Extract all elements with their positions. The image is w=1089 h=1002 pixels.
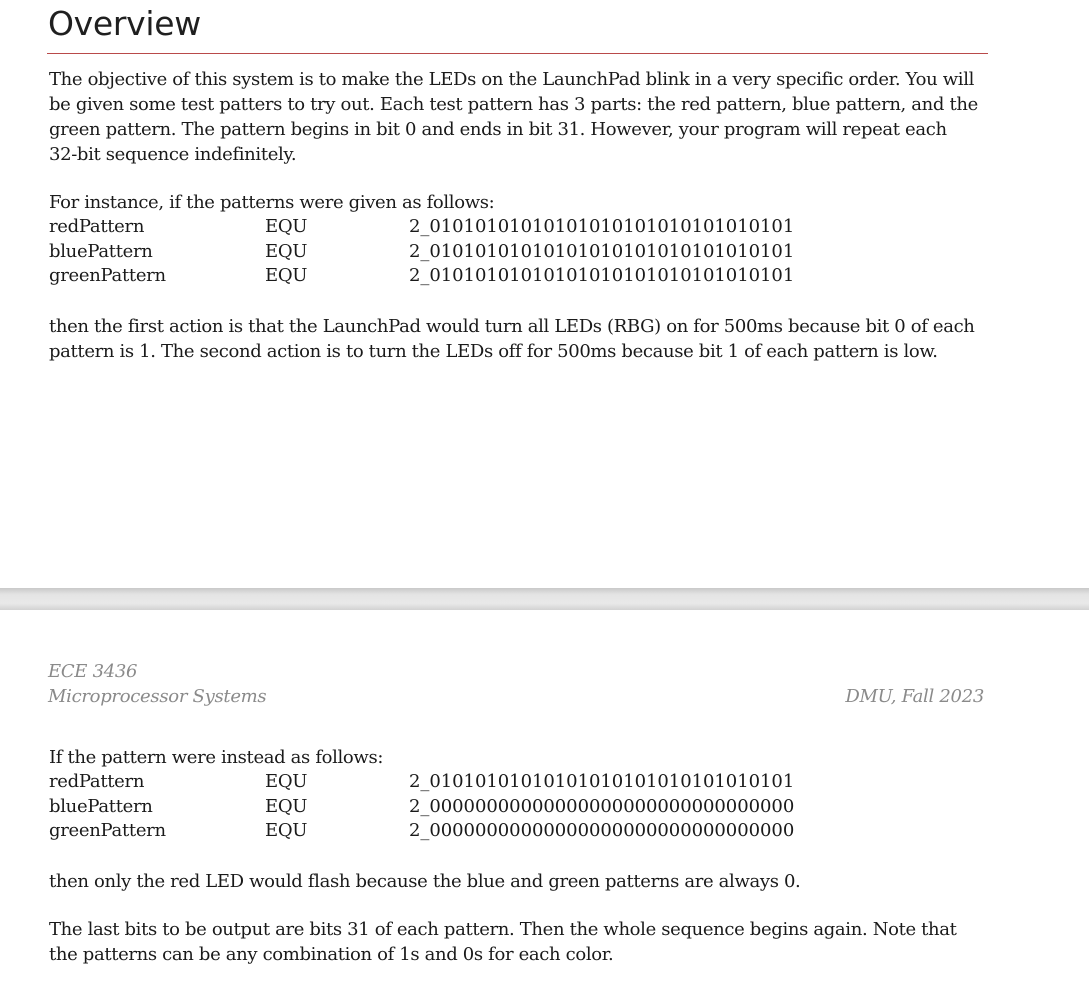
closing-line: The last bits to be output are bits 31 of each pattern. Then the whole sequence begins again. Note that — [49, 919, 957, 940]
document-page-2 — [0, 610, 1089, 1002]
course-number: ECE 3436 — [48, 661, 138, 682]
pattern-name: greenPattern — [49, 265, 166, 286]
pattern-name: greenPattern — [49, 820, 166, 841]
pattern-row-red — [49, 215, 949, 240]
example-intro: For instance, if the patterns were given as follows: — [49, 192, 495, 213]
pattern-value: 2_01010101010101010101010101010101 — [409, 216, 795, 237]
page-footer-left — [48, 659, 266, 709]
intro-paragraph — [49, 67, 994, 167]
pattern-directive: EQU — [265, 240, 308, 262]
intro-line: be given some test patters to try out. Each test pattern has 3 parts: the red pattern, blue pattern, and the — [49, 94, 978, 115]
pattern-row-blue — [49, 240, 949, 265]
pattern-row-blue — [49, 795, 949, 820]
pattern-row-green — [49, 264, 949, 289]
intro-line: The objective of this system is to make the LEDs on the LaunchPad blink in a very specific order. You will — [49, 69, 975, 90]
pattern-name: redPattern — [49, 216, 145, 237]
closing-paragraph — [49, 917, 994, 967]
alternate-explanation: then only the red LED would flash because the blue and green patterns are always 0. — [49, 871, 801, 892]
course-name: Microprocessor Systems — [48, 686, 267, 707]
intro-line: 32-bit sequence indefinitely. — [49, 144, 297, 165]
pattern-directive: EQU — [265, 216, 308, 237]
pattern-name: bluePattern — [49, 240, 153, 262]
pattern-row-red — [49, 770, 949, 795]
pattern-directive: EQU — [265, 771, 308, 792]
pattern-directive: EQU — [265, 795, 308, 817]
page-footer-right: DMU, Fall 2023 — [845, 686, 984, 707]
pattern-row-green — [49, 819, 949, 844]
pattern-value: 2_00000000000000000000000000000000 — [409, 820, 795, 841]
pattern-value: 2_01010101010101010101010101010101 — [409, 771, 795, 792]
closing-line: the patterns can be any combination of 1s and 0s for each color. — [49, 944, 614, 965]
explanation-line: then the first action is that the LaunchPad would turn all LEDs (RBG) on for 500ms because bit 0 of each — [49, 316, 975, 337]
example-explanation — [49, 314, 994, 364]
alternate-intro: If the pattern were instead as follows: — [49, 747, 384, 768]
pattern-value: 2_01010101010101010101010101010101 — [409, 240, 795, 262]
section-heading: Overview — [48, 4, 201, 43]
example-pattern-table — [49, 215, 949, 289]
pattern-directive: EQU — [265, 265, 308, 286]
pattern-name: redPattern — [49, 771, 145, 792]
pattern-directive: EQU — [265, 820, 308, 841]
intro-line: green pattern. The pattern begins in bit 0 and ends in bit 31. However, your program will repeat each — [49, 119, 947, 140]
pattern-name: bluePattern — [49, 795, 153, 817]
pattern-value: 2_00000000000000000000000000000000 — [409, 795, 795, 817]
explanation-line: pattern is 1. The second action is to turn the LEDs off for 500ms because bit 1 of each pattern is low. — [49, 341, 938, 362]
heading-divider — [47, 53, 988, 54]
alternate-pattern-table — [49, 770, 949, 844]
pattern-value: 2_01010101010101010101010101010101 — [409, 265, 795, 286]
page-break — [0, 588, 1089, 610]
